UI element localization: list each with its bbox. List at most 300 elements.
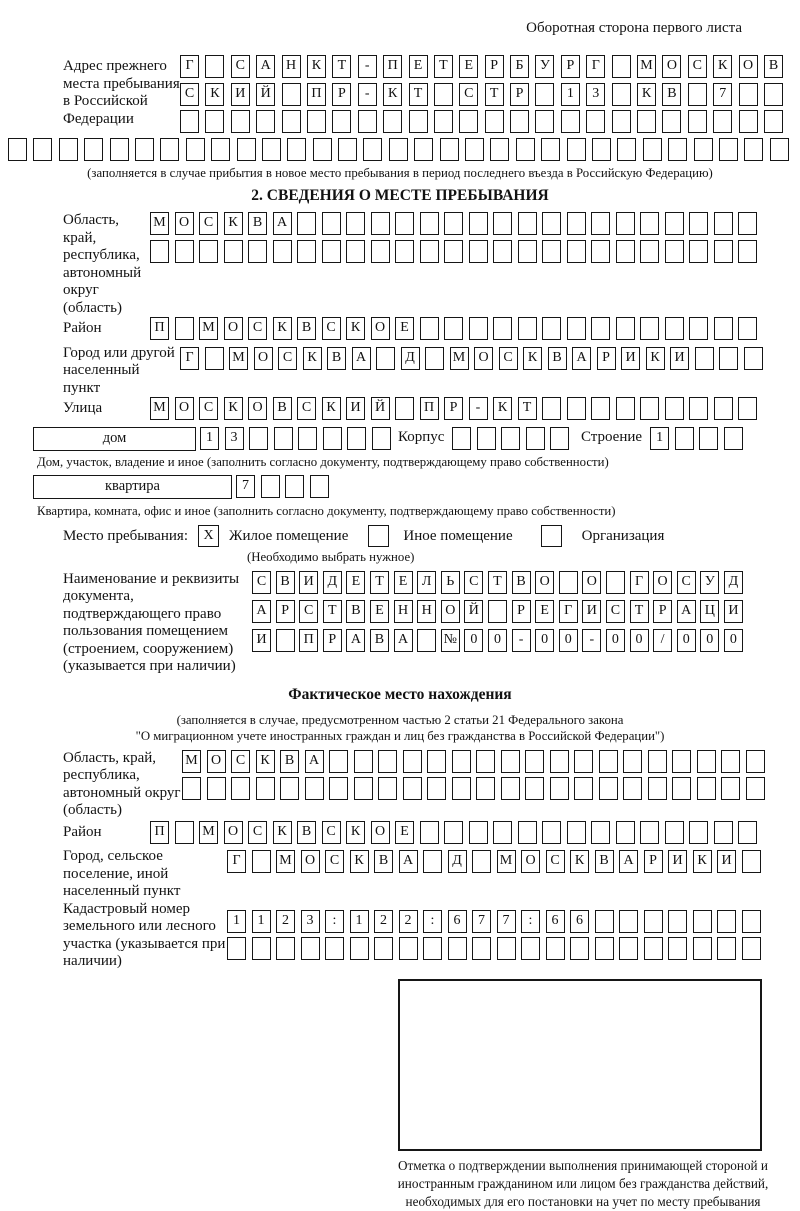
char-cell[interactable] [395,240,414,263]
char-cell[interactable] [256,110,275,133]
char-cell[interactable] [591,212,610,235]
char-cell[interactable] [595,937,614,960]
char-cell[interactable]: У [700,571,719,594]
char-cell[interactable]: В [374,850,393,873]
char-cell[interactable] [542,240,561,263]
char-cell[interactable] [205,55,224,78]
char-cell[interactable]: С [199,212,218,235]
char-cell[interactable] [697,750,716,773]
char-cell[interactable]: - [358,55,377,78]
char-cell[interactable] [227,937,246,960]
char-cell[interactable]: К [273,317,292,340]
char-cell[interactable] [378,750,397,773]
char-cell[interactable]: К [273,821,292,844]
char-cell[interactable]: Р [323,629,342,652]
char-cell[interactable] [668,937,687,960]
char-cell[interactable] [358,110,377,133]
char-cell[interactable] [175,821,194,844]
char-cell[interactable]: М [182,750,201,773]
char-cell[interactable]: А [256,55,275,78]
char-cell[interactable]: К [205,83,224,106]
char-cell[interactable] [640,240,659,263]
char-cell[interactable] [459,110,478,133]
char-cell[interactable] [485,110,504,133]
stay-type-checkbox-organization[interactable] [541,525,562,547]
char-cell[interactable] [695,347,714,370]
char-cell[interactable] [252,850,271,873]
char-cell[interactable]: - [512,629,531,652]
char-cell[interactable] [469,821,488,844]
char-cell[interactable]: П [150,317,169,340]
char-cell[interactable] [414,138,433,161]
char-cell[interactable]: 7 [497,910,516,933]
char-cell[interactable] [738,317,757,340]
char-cell[interactable]: В [248,212,267,235]
char-cell[interactable] [477,427,496,450]
char-cell[interactable]: Г [180,347,199,370]
char-cell[interactable]: В [273,397,292,420]
char-cell[interactable]: Р [597,347,616,370]
char-cell[interactable]: Й [371,397,390,420]
char-cell[interactable]: Р [653,600,672,623]
char-cell[interactable] [689,212,708,235]
char-cell[interactable]: А [399,850,418,873]
char-cell[interactable] [616,240,635,263]
char-cell[interactable] [135,138,154,161]
char-cell[interactable] [476,750,495,773]
char-cell[interactable]: 1 [650,427,669,450]
char-cell[interactable] [574,777,593,800]
char-cell[interactable] [616,212,635,235]
char-cell[interactable] [599,777,618,800]
char-cell[interactable]: № [441,629,460,652]
char-cell[interactable]: К [383,83,402,106]
char-cell[interactable] [282,110,301,133]
char-cell[interactable]: В [512,571,531,594]
char-cell[interactable] [542,317,561,340]
char-cell[interactable] [640,821,659,844]
char-cell[interactable] [395,397,414,420]
char-cell[interactable]: М [150,212,169,235]
char-cell[interactable] [644,910,663,933]
char-cell[interactable] [298,427,317,450]
char-cell[interactable] [423,937,442,960]
char-cell[interactable]: С [278,347,297,370]
char-cell[interactable] [448,937,467,960]
char-cell[interactable]: Е [535,600,554,623]
char-cell[interactable]: С [606,600,625,623]
char-cell[interactable]: И [717,850,736,873]
char-cell[interactable] [644,937,663,960]
char-cell[interactable] [469,240,488,263]
char-cell[interactable] [764,83,783,106]
char-cell[interactable]: 3 [301,910,320,933]
char-cell[interactable]: К [713,55,732,78]
char-cell[interactable] [409,110,428,133]
char-cell[interactable] [110,138,129,161]
char-cell[interactable] [567,138,586,161]
char-cell[interactable] [688,110,707,133]
char-cell[interactable]: У [535,55,554,78]
char-cell[interactable]: Т [434,55,453,78]
char-cell[interactable]: О [739,55,758,78]
char-cell[interactable] [672,750,691,773]
char-cell[interactable] [231,777,250,800]
char-cell[interactable]: Е [409,55,428,78]
char-cell[interactable] [175,317,194,340]
char-cell[interactable]: П [420,397,439,420]
char-cell[interactable]: Н [282,55,301,78]
char-cell[interactable]: Р [444,397,463,420]
char-cell[interactable]: К [693,850,712,873]
char-cell[interactable]: Л [417,571,436,594]
char-cell[interactable]: 1 [227,910,246,933]
char-cell[interactable] [282,83,301,106]
char-cell[interactable]: К [346,821,365,844]
stay-type-checkbox-other[interactable] [368,525,389,547]
char-cell[interactable]: Т [409,83,428,106]
char-cell[interactable] [180,110,199,133]
char-cell[interactable]: Ь [441,571,460,594]
char-cell[interactable] [261,475,280,498]
char-cell[interactable] [322,212,341,235]
char-cell[interactable]: С [299,600,318,623]
char-cell[interactable]: О [521,850,540,873]
char-cell[interactable]: Р [332,83,351,106]
char-cell[interactable] [640,317,659,340]
char-cell[interactable] [525,777,544,800]
char-cell[interactable] [465,138,484,161]
char-cell[interactable]: - [358,83,377,106]
char-cell[interactable] [420,240,439,263]
char-cell[interactable] [518,240,537,263]
char-cell[interactable]: 6 [570,910,589,933]
char-cell[interactable] [493,317,512,340]
char-cell[interactable]: А [677,600,696,623]
char-cell[interactable] [606,571,625,594]
char-cell[interactable]: Ц [700,600,719,623]
char-cell[interactable] [550,750,569,773]
char-cell[interactable] [323,427,342,450]
char-cell[interactable] [371,212,390,235]
char-cell[interactable] [738,821,757,844]
char-cell[interactable]: В [297,317,316,340]
char-cell[interactable] [567,821,586,844]
char-cell[interactable] [389,138,408,161]
char-cell[interactable]: К [303,347,322,370]
char-cell[interactable] [591,821,610,844]
char-cell[interactable] [444,240,463,263]
char-cell[interactable] [325,937,344,960]
char-cell[interactable] [248,240,267,263]
char-cell[interactable]: И [621,347,640,370]
char-cell[interactable]: О [224,821,243,844]
char-cell[interactable]: : [521,910,540,933]
char-cell[interactable] [542,212,561,235]
char-cell[interactable]: С [231,750,250,773]
char-cell[interactable]: И [252,629,271,652]
char-cell[interactable] [420,821,439,844]
char-cell[interactable]: Е [395,317,414,340]
char-cell[interactable] [310,475,329,498]
char-cell[interactable] [592,138,611,161]
char-cell[interactable] [714,240,733,263]
char-cell[interactable] [713,110,732,133]
char-cell[interactable] [276,629,295,652]
char-cell[interactable]: Н [394,600,413,623]
char-cell[interactable] [693,937,712,960]
char-cell[interactable] [770,138,789,161]
char-cell[interactable] [542,821,561,844]
char-cell[interactable] [497,937,516,960]
char-cell[interactable]: О [582,571,601,594]
char-cell[interactable] [469,212,488,235]
char-cell[interactable] [420,317,439,340]
char-cell[interactable]: С [322,821,341,844]
char-cell[interactable]: С [499,347,518,370]
char-cell[interactable]: А [252,600,271,623]
char-cell[interactable] [493,240,512,263]
char-cell[interactable] [427,750,446,773]
char-cell[interactable]: С [325,850,344,873]
char-cell[interactable] [738,240,757,263]
char-cell[interactable]: П [150,821,169,844]
char-cell[interactable]: С [688,55,707,78]
char-cell[interactable] [440,138,459,161]
char-cell[interactable] [550,777,569,800]
char-cell[interactable]: 6 [448,910,467,933]
char-cell[interactable]: А [619,850,638,873]
char-cell[interactable] [721,750,740,773]
char-cell[interactable]: 0 [464,629,483,652]
char-cell[interactable] [186,138,205,161]
char-cell[interactable] [8,138,27,161]
char-cell[interactable] [744,138,763,161]
char-cell[interactable]: И [299,571,318,594]
char-cell[interactable] [224,240,243,263]
char-cell[interactable]: В [595,850,614,873]
char-cell[interactable] [689,821,708,844]
char-cell[interactable] [252,937,271,960]
char-cell[interactable] [363,138,382,161]
char-cell[interactable] [444,317,463,340]
char-cell[interactable] [714,397,733,420]
char-cell[interactable] [372,427,391,450]
char-cell[interactable] [738,212,757,235]
char-cell[interactable] [488,600,507,623]
char-cell[interactable]: 6 [546,910,565,933]
char-cell[interactable]: К [493,397,512,420]
char-cell[interactable] [329,777,348,800]
char-cell[interactable] [699,427,718,450]
char-cell[interactable]: К [224,212,243,235]
char-cell[interactable]: А [346,629,365,652]
char-cell[interactable] [434,110,453,133]
char-cell[interactable]: К [570,850,589,873]
char-cell[interactable] [425,347,444,370]
char-cell[interactable]: М [450,347,469,370]
char-cell[interactable] [427,777,446,800]
char-cell[interactable] [493,212,512,235]
char-cell[interactable] [541,138,560,161]
char-cell[interactable]: - [469,397,488,420]
char-cell[interactable] [307,110,326,133]
char-cell[interactable] [616,317,635,340]
char-cell[interactable] [338,138,357,161]
char-cell[interactable] [665,240,684,263]
char-cell[interactable] [746,750,765,773]
char-cell[interactable] [346,240,365,263]
char-cell[interactable]: С [199,397,218,420]
char-cell[interactable] [561,110,580,133]
char-cell[interactable] [612,55,631,78]
char-cell[interactable]: Р [512,600,531,623]
char-cell[interactable] [376,347,395,370]
char-cell[interactable] [518,212,537,235]
char-cell[interactable]: Р [276,600,295,623]
char-cell[interactable] [617,138,636,161]
char-cell[interactable] [59,138,78,161]
char-cell[interactable]: К [637,83,656,106]
char-cell[interactable] [332,110,351,133]
char-cell[interactable]: П [383,55,402,78]
char-cell[interactable] [612,110,631,133]
char-cell[interactable]: А [572,347,591,370]
char-cell[interactable]: К [646,347,665,370]
char-cell[interactable] [739,83,758,106]
char-cell[interactable] [347,427,366,450]
char-cell[interactable]: Д [448,850,467,873]
char-cell[interactable] [274,427,293,450]
char-cell[interactable]: 7 [713,83,732,106]
char-cell[interactable] [493,821,512,844]
char-cell[interactable]: 1 [350,910,369,933]
char-cell[interactable] [350,937,369,960]
char-cell[interactable] [648,750,667,773]
char-cell[interactable] [717,937,736,960]
char-cell[interactable]: 0 [535,629,554,652]
char-cell[interactable]: Д [724,571,743,594]
char-cell[interactable]: В [346,600,365,623]
char-cell[interactable] [719,138,738,161]
char-cell[interactable] [623,777,642,800]
char-cell[interactable] [535,110,554,133]
char-cell[interactable]: 1 [561,83,580,106]
char-cell[interactable]: М [637,55,656,78]
char-cell[interactable]: Д [401,347,420,370]
stay-type-checkbox-residential[interactable]: X [198,525,219,547]
char-cell[interactable] [526,427,545,450]
char-cell[interactable] [346,212,365,235]
char-cell[interactable] [329,750,348,773]
char-cell[interactable] [199,240,218,263]
char-cell[interactable]: О [301,850,320,873]
char-cell[interactable] [689,240,708,263]
char-cell[interactable] [542,397,561,420]
char-cell[interactable]: 3 [225,427,244,450]
char-cell[interactable]: О [474,347,493,370]
char-cell[interactable] [668,910,687,933]
char-cell[interactable] [724,427,743,450]
char-cell[interactable]: М [497,850,516,873]
char-cell[interactable]: С [297,397,316,420]
char-cell[interactable] [591,317,610,340]
char-cell[interactable] [287,138,306,161]
char-cell[interactable] [559,571,578,594]
char-cell[interactable]: К [346,317,365,340]
char-cell[interactable]: Н [417,600,436,623]
char-cell[interactable] [746,777,765,800]
char-cell[interactable] [399,937,418,960]
char-cell[interactable] [764,110,783,133]
char-cell[interactable] [665,821,684,844]
char-cell[interactable]: О [254,347,273,370]
char-cell[interactable]: Р [561,55,580,78]
char-cell[interactable] [665,212,684,235]
char-cell[interactable] [619,910,638,933]
char-cell[interactable] [280,777,299,800]
char-cell[interactable]: Е [395,821,414,844]
char-cell[interactable]: К [307,55,326,78]
char-cell[interactable]: Г [559,600,578,623]
char-cell[interactable]: Т [518,397,537,420]
char-cell[interactable] [693,910,712,933]
char-cell[interactable]: Е [394,571,413,594]
char-cell[interactable] [744,347,763,370]
char-cell[interactable] [662,110,681,133]
char-cell[interactable]: 7 [472,910,491,933]
char-cell[interactable]: 0 [606,629,625,652]
char-cell[interactable]: Т [488,571,507,594]
char-cell[interactable] [501,750,520,773]
char-cell[interactable]: Й [464,600,483,623]
char-cell[interactable] [249,427,268,450]
char-cell[interactable] [297,240,316,263]
char-cell[interactable] [510,110,529,133]
char-cell[interactable]: С [677,571,696,594]
char-cell[interactable] [205,110,224,133]
char-cell[interactable] [518,821,537,844]
char-cell[interactable] [619,937,638,960]
char-cell[interactable]: 7 [236,475,255,498]
char-cell[interactable] [175,240,194,263]
char-cell[interactable]: И [582,600,601,623]
char-cell[interactable] [739,110,758,133]
char-cell[interactable] [623,750,642,773]
char-cell[interactable] [297,212,316,235]
char-cell[interactable]: В [764,55,783,78]
char-cell[interactable] [205,347,224,370]
char-cell[interactable] [150,240,169,263]
char-cell[interactable]: 1 [200,427,219,450]
char-cell[interactable]: И [346,397,365,420]
char-cell[interactable]: И [670,347,689,370]
char-cell[interactable] [717,910,736,933]
char-cell[interactable]: Т [323,600,342,623]
char-cell[interactable] [567,317,586,340]
char-cell[interactable]: В [280,750,299,773]
char-cell[interactable] [546,937,565,960]
char-cell[interactable]: С [322,317,341,340]
char-cell[interactable] [285,475,304,498]
char-cell[interactable] [305,777,324,800]
char-cell[interactable] [231,110,250,133]
char-cell[interactable] [574,750,593,773]
char-cell[interactable]: О [662,55,681,78]
char-cell[interactable]: О [175,397,194,420]
char-cell[interactable]: В [276,571,295,594]
char-cell[interactable] [665,317,684,340]
